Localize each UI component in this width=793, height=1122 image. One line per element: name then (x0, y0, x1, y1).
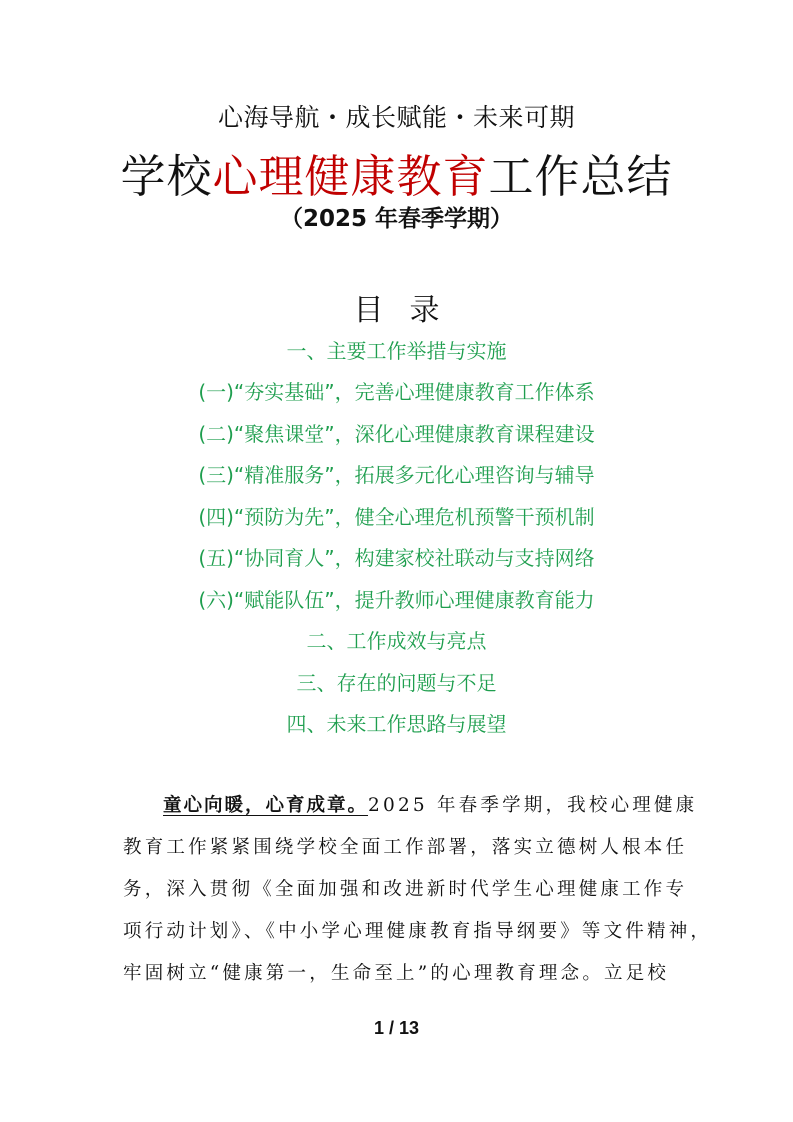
body-line: 牢固树立“健康第一，生命至上”的心理教育理念。立足校 (123, 963, 670, 984)
toc-item[interactable]: 一、主要工作举措与实施 (286, 339, 507, 363)
document-title (0, 140, 793, 205)
body-line: 教育工作紧紧围绕学校全面工作部署，落实立德树人根本任 (123, 837, 688, 858)
body-line: 务，深入贯彻《全面加强和改进新时代学生心理健康工作专 (123, 879, 688, 900)
toc-item[interactable]: 四、未来工作思路与展望 (286, 712, 507, 736)
toc-item[interactable]: (五)“协同育人”，构建家校社联动与支持网络 (198, 546, 595, 570)
toc-item[interactable]: (三)“精准服务”，拓展多元化心理咨询与辅导 (198, 463, 595, 487)
body-line: 项行动计划》、《中小学心理健康教育指导纲要》等文件精神， (123, 921, 713, 942)
document-term: （2025 年春季学期） (279, 206, 514, 232)
title-suffix: 工作总结 (488, 150, 673, 203)
title-highlight: 心理健康教育 (212, 150, 489, 203)
body-line: 童心向暖，心育成章。2025 年春季学期，我校心理健康 (163, 795, 698, 816)
toc-item[interactable]: (二)“聚焦课堂”，深化心理健康教育课程建设 (198, 422, 595, 446)
page-indicator: 1 / 13 (373, 1018, 420, 1038)
toc-item[interactable]: (六)“赋能队伍”，提升教师心理健康教育能力 (198, 588, 595, 612)
toc-item[interactable]: 二、工作成效与亮点 (306, 629, 487, 653)
toc-item[interactable]: 三、存在的问题与不足 (296, 671, 497, 695)
body-paragraph (123, 785, 713, 995)
lead-phrase: 童心向暖，心育成章。 (163, 795, 369, 816)
title-prefix: 学校 (120, 150, 213, 203)
document-subtitle: 心海导航・成长赋能・未来可期 (217, 103, 575, 132)
toc-item[interactable]: (一)“夯实基础”，完善心理健康教育工作体系 (198, 380, 595, 404)
toc-title-left: 目 (353, 293, 384, 328)
toc-title-right: 录 (409, 293, 440, 328)
toc-item[interactable]: (四)“预防为先”，健全心理危机预警干预机制 (198, 505, 595, 529)
toc-title (0, 285, 793, 329)
